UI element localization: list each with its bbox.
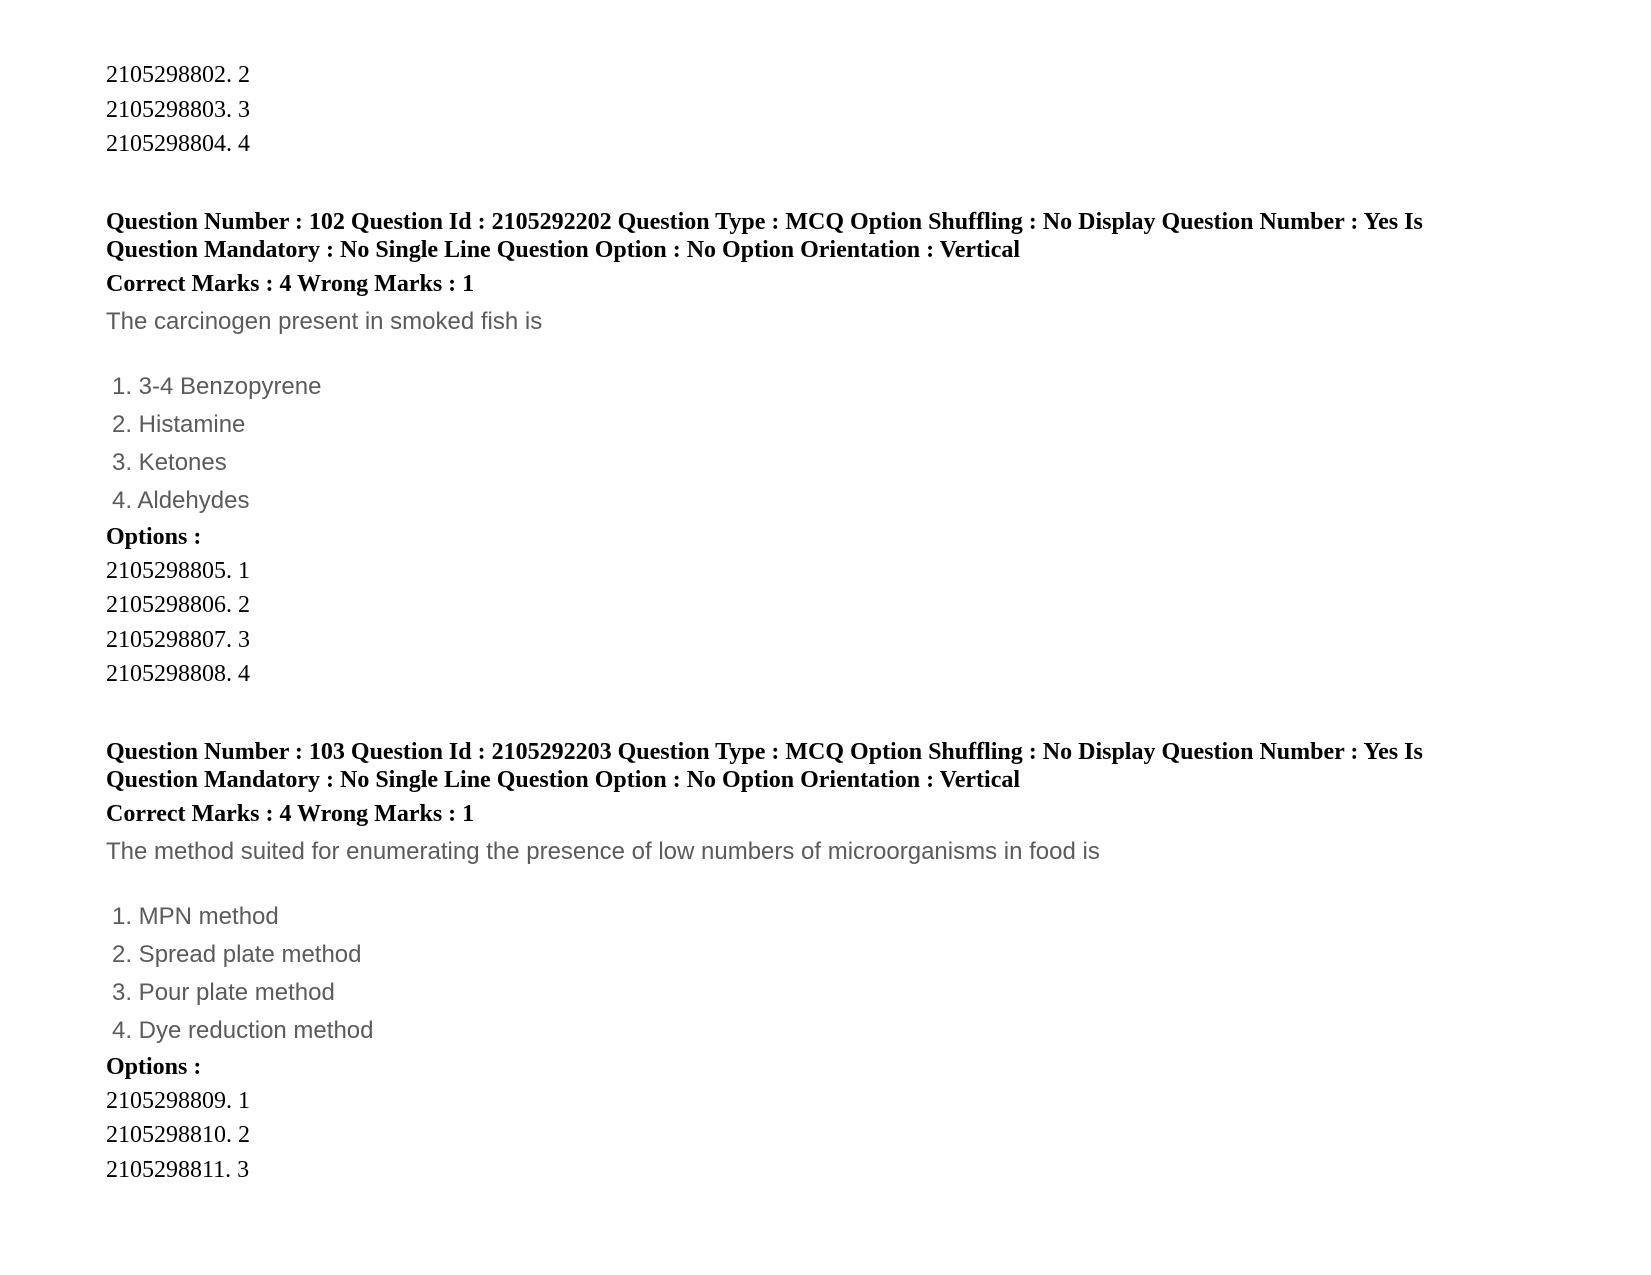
answer-choices [106, 368, 1566, 520]
question-block-102 [106, 208, 1566, 692]
question-meta-line: Question Mandatory : No Single Line Question Option : No Option Orientation : Vertical [106, 767, 1021, 793]
options-label: Options : [106, 523, 202, 550]
option-id-line: 2105298803. 3 [106, 96, 250, 123]
option-id-line: 2105298811. 3 [106, 1156, 250, 1183]
option-id-line: 2105298802. 2 [106, 62, 250, 88]
options-label: Options : [106, 1053, 202, 1080]
question-text: The method suited for enumerating the presence of low numbers of microorganisms in food is [106, 837, 1100, 865]
question-marks: Correct Marks : 4 Wrong Marks : 1 [106, 270, 475, 297]
answer-choice: 2. Spread plate method [112, 940, 362, 968]
answer-choice: 1. 3-4 Benzopyrene [112, 372, 322, 400]
option-id-line: 2105298807. 3 [106, 626, 250, 653]
question-meta-line: Question Number : 102 Question Id : 2105292202 Question Type : MCQ Option Shuffling : No Display Question Number : Yes Is [106, 208, 1423, 235]
option-id-list [106, 554, 1566, 692]
question-meta [106, 208, 1566, 265]
answer-choice: 4. Dye reduction method [112, 1016, 374, 1044]
question-block-103 [106, 738, 1566, 1188]
answer-choice: 3. Ketones [112, 448, 227, 476]
question-meta-line: Question Mandatory : No Single Line Question Option : No Option Orientation : Vertical [106, 237, 1021, 263]
answer-choice: 3. Pour plate method [112, 978, 335, 1006]
option-id-line: 2105298804. 4 [106, 131, 250, 157]
question-marks: Correct Marks : 4 Wrong Marks : 1 [106, 800, 475, 827]
option-id-line: 2105298808. 4 [106, 661, 250, 687]
answer-choice: 2. Histamine [112, 410, 246, 438]
question-meta-line: Question Number : 103 Question Id : 2105292203 Question Type : MCQ Option Shuffling : No Display Question Number : Yes Is [106, 738, 1423, 765]
option-id-list [106, 1084, 1566, 1188]
answer-choice: 4. Aldehydes [112, 486, 250, 514]
document-page [106, 58, 1566, 1187]
question-text: The carcinogen present in smoked fish is [106, 307, 543, 335]
previous-question-options [106, 58, 1566, 162]
question-meta [106, 738, 1566, 795]
answer-choice: 1. MPN method [112, 902, 279, 930]
option-id-line: 2105298810. 2 [106, 1122, 250, 1148]
option-id-line: 2105298809. 1 [106, 1087, 250, 1114]
answer-choices [106, 898, 1566, 1050]
option-id-line: 2105298806. 2 [106, 592, 250, 618]
option-id-line: 2105298805. 1 [106, 557, 250, 584]
